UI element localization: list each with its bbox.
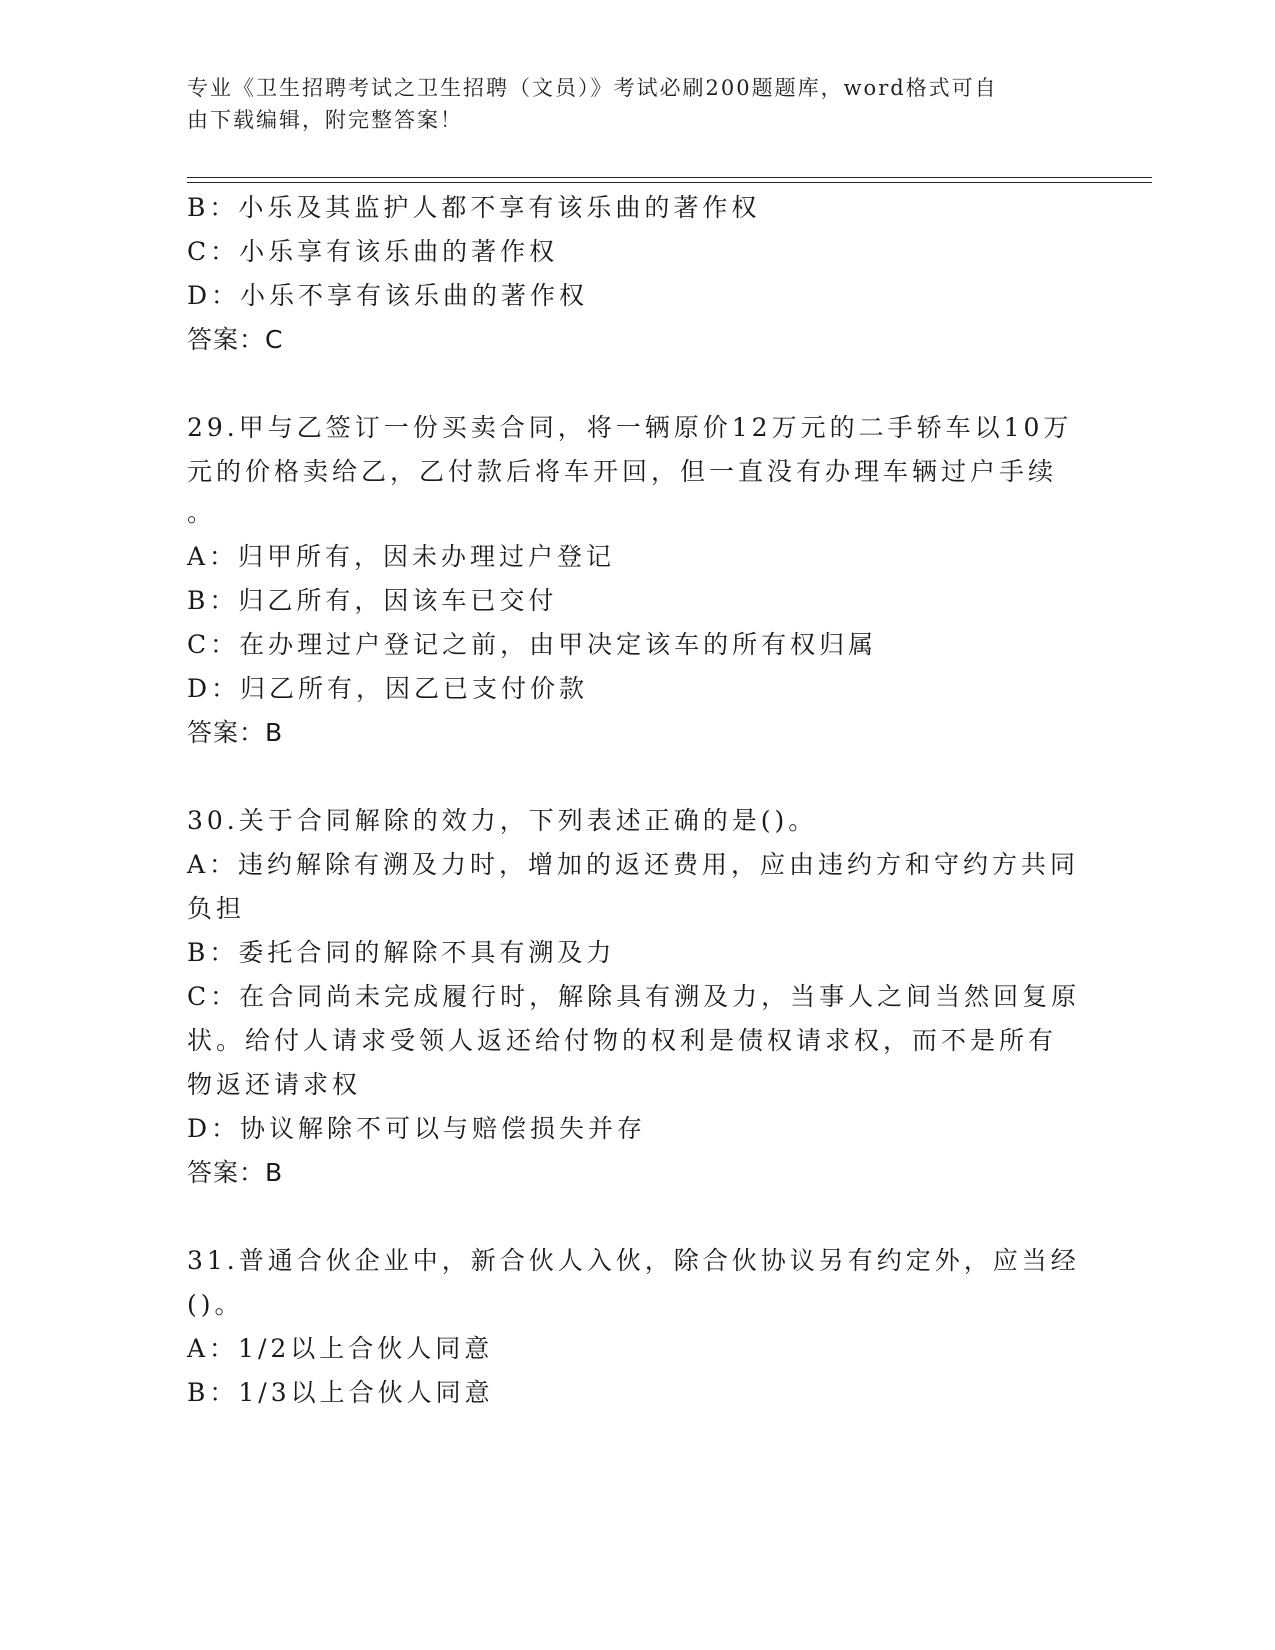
header-line-2: 由下载编辑，附完整答案！: [187, 108, 463, 132]
q29-stem-line-1: 29.甲与乙签订一份买卖合同，将一辆原价12万元的二手轿车以10万: [187, 413, 1073, 442]
q28-answer: 答案：C: [187, 325, 284, 354]
q30-option-a-line-1: A：违约解除有溯及力时，增加的返还费用，应由违约方和守约方共同: [187, 850, 1080, 879]
q30-option-c-line-2: 状。给付人请求受领人返还给付物的权利是债权请求权，而不是所有: [187, 1026, 1058, 1055]
q30-option-b: B：委托合同的解除不具有溯及力: [187, 938, 616, 967]
header-rule-bottom: [187, 182, 1152, 183]
q31-stem-line-2: ()。: [187, 1290, 244, 1319]
q30-option-a-line-2: 负担: [187, 894, 246, 923]
q31-option-a: A：1/2以上合伙人同意: [187, 1334, 494, 1363]
q29-stem-line-2: 元的价格卖给乙，乙付款后将车开回，但一直没有办理车辆过户手续: [187, 457, 1058, 486]
q30-answer: 答案：B: [187, 1158, 284, 1187]
q28-option-d: D：小乐不享有该乐曲的著作权: [187, 281, 589, 310]
q29-answer: 答案：B: [187, 718, 284, 747]
q31-option-b: B：1/3以上合伙人同意: [187, 1378, 494, 1407]
q30-option-c-line-3: 物返还请求权: [187, 1070, 362, 1099]
q30-option-d: D：协议解除不可以与赔偿损失并存: [187, 1114, 647, 1143]
q29-option-b: B：归乙所有，因该车已交付: [187, 586, 558, 615]
q28-option-c: C：小乐享有该乐曲的著作权: [187, 237, 559, 266]
q28-option-b: B：小乐及其监护人都不享有该乐曲的著作权: [187, 193, 761, 222]
header-rule-top: [187, 177, 1152, 178]
q29-stem-line-3: 。: [187, 498, 217, 527]
q31-stem-line-1: 31.普通合伙企业中，新合伙人入伙，除合伙协议另有约定外，应当经: [187, 1246, 1080, 1275]
q29-option-a: A：归甲所有，因未办理过户登记: [187, 542, 616, 571]
document-header: [187, 72, 1067, 136]
q29-option-d: D：归乙所有，因乙已支付价款: [187, 674, 589, 703]
q30-stem: 30.关于合同解除的效力，下列表述正确的是()。: [187, 806, 818, 835]
header-line-1: 专业《卫生招聘考试之卫生招聘（文员）》考试必刷200题题库，word格式可自: [187, 76, 998, 100]
q29-option-c: C：在办理过户登记之前，由甲决定该车的所有权归属: [187, 630, 878, 659]
q30-option-c-line-1: C：在合同尚未完成履行时，解除具有溯及力，当事人之间当然回复原: [187, 982, 1081, 1011]
